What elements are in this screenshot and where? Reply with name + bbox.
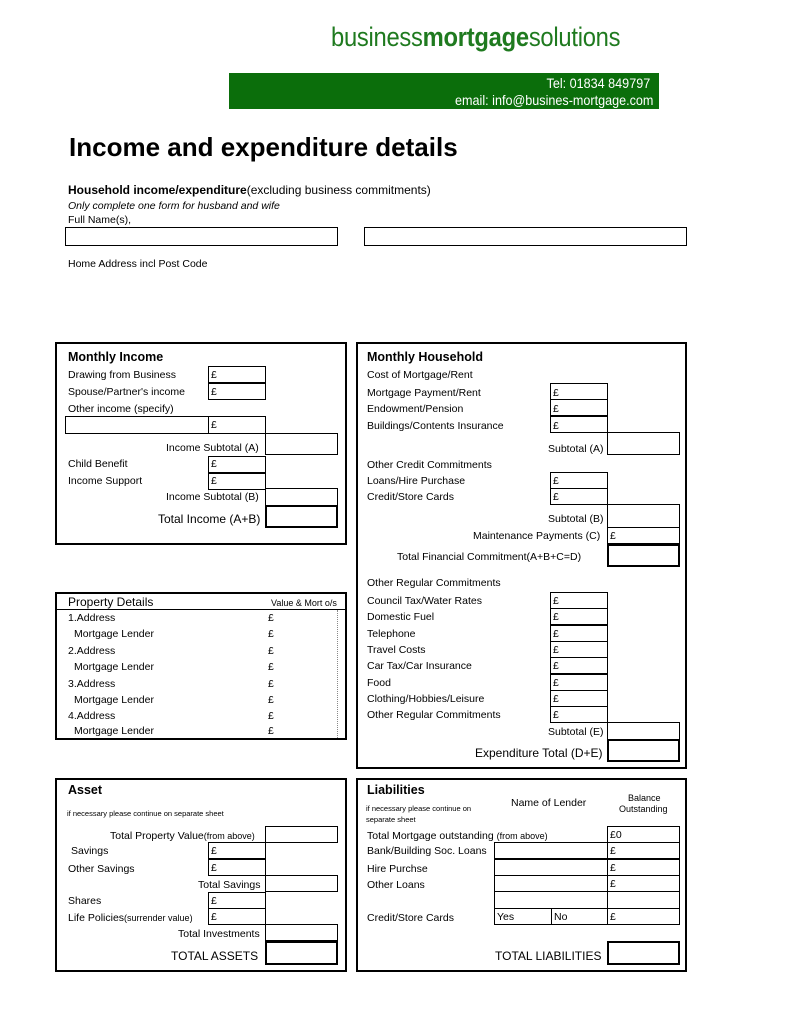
pound-sign: £: [553, 403, 559, 415]
total-financial-label: Total Financial Commitment(A+B+C=D): [397, 551, 582, 563]
page-title: Income and expenditure details: [69, 132, 458, 162]
total-mortgage-label: Total Mortgage outstanding (from above): [367, 830, 548, 842]
full-name-field-2[interactable]: [364, 227, 687, 246]
hire-purchase-label: Hire Purchse: [367, 863, 428, 875]
household-subtotal-b-label: Subtotal (B): [548, 513, 604, 525]
total-investments-input[interactable]: [265, 924, 338, 941]
monthly-household-title: Monthly Household: [367, 350, 483, 364]
household-subtotal-b-input[interactable]: [607, 504, 680, 528]
spouse-label: Spouse/Partner's income: [68, 386, 185, 398]
total-property-input[interactable]: [265, 826, 338, 843]
pound-sign: £: [211, 862, 217, 874]
pound-sign: £: [610, 878, 616, 890]
property-row: Mortgage Lender: [74, 661, 154, 673]
pound-sign: £: [553, 677, 559, 689]
blank-lender-input[interactable]: [494, 891, 608, 909]
zero-value: £0: [610, 829, 622, 841]
pound-sign: £: [610, 862, 616, 874]
property-row: 2.Address: [68, 645, 116, 657]
total-financial-input[interactable]: [607, 544, 680, 567]
pound-sign: £: [211, 419, 217, 431]
asset-note: if necessary please continue on separate sheet: [67, 809, 224, 818]
buildings-insurance-label: Buildings/Contents Insurance: [367, 420, 504, 432]
other-savings-label: Other Savings: [68, 863, 135, 875]
name-of-lender-header: Name of Lender: [511, 797, 587, 809]
total-savings-input[interactable]: [265, 875, 338, 892]
total-investments-label: Total Investments: [178, 928, 260, 940]
pound-sign: £: [268, 694, 274, 706]
pound-sign: £: [211, 911, 217, 923]
pound-sign: £: [211, 386, 217, 398]
pound-sign: £: [211, 895, 217, 907]
total-property-label: Total Property Value(from above): [110, 830, 255, 842]
pound-sign: £: [211, 458, 217, 470]
regular-item-label: Clothing/Hobbies/Leisure: [367, 693, 485, 705]
other-credit-heading: Other Credit Commitments: [367, 459, 492, 471]
no-label: No: [554, 911, 568, 923]
bank-loans-balance-input[interactable]: [607, 842, 680, 859]
pound-sign: £: [268, 661, 274, 673]
household-subtotal-a-input[interactable]: [607, 432, 680, 455]
household-subtotal-a-label: Subtotal (A): [548, 443, 604, 455]
other-loans-balance-input[interactable]: [607, 875, 680, 892]
pound-sign: £: [268, 612, 274, 624]
divider: [337, 610, 338, 738]
total-liabilities-input[interactable]: [607, 941, 680, 965]
regular-item-label: Car Tax/Car Insurance: [367, 660, 472, 672]
regular-item-label: Telephone: [367, 628, 416, 640]
income-subtotal-b-label: Income Subtotal (B): [166, 491, 259, 503]
pound-sign: £: [553, 628, 559, 640]
pound-sign: £: [610, 530, 616, 542]
cost-of-mortgage-heading: Cost of Mortgage/Rent: [367, 369, 473, 381]
other-loans-label: Other Loans: [367, 879, 425, 891]
other-income-label: Other income (specify): [68, 403, 174, 415]
expenditure-total-input[interactable]: [607, 739, 680, 762]
pound-sign: £: [553, 475, 559, 487]
liab-credit-cards-input[interactable]: [607, 908, 680, 925]
home-address-label: Home Address incl Post Code: [68, 258, 208, 270]
property-row: Mortgage Lender: [74, 725, 154, 737]
total-savings-label: Total Savings: [198, 879, 261, 891]
total-income-input[interactable]: [265, 505, 338, 528]
pound-sign: £: [268, 628, 274, 640]
bank-loans-label: Bank/Building Soc. Loans: [367, 845, 487, 857]
regular-item-label: Council Tax/Water Rates: [367, 595, 482, 607]
income-subtotal-a-label: Income Subtotal (A): [166, 442, 259, 454]
pound-sign: £: [553, 420, 559, 432]
regular-item-label: Other Regular Commitments: [367, 709, 501, 721]
mortgage-payment-label: Mortgage Payment/Rent: [367, 387, 481, 399]
pound-sign: £: [211, 369, 217, 381]
total-income-label: Total Income (A+B): [158, 512, 261, 526]
company-logo: businessmortgagesolutions: [331, 22, 621, 52]
monthly-income-title: Monthly Income: [68, 350, 164, 364]
total-assets-label: TOTAL ASSETS: [171, 949, 259, 963]
property-row: 3.Address: [68, 678, 116, 690]
maintenance-label: Maintenance Payments (C): [473, 530, 601, 542]
liabilities-note-2: separate sheet: [366, 815, 416, 824]
pound-sign: £: [268, 710, 274, 722]
child-benefit-label: Child Benefit: [68, 458, 128, 470]
credit-cards-label: Credit/Store Cards: [367, 491, 454, 503]
pound-sign: £: [553, 693, 559, 705]
pound-sign: £: [553, 387, 559, 399]
full-name-label: Full Name(s),: [68, 214, 132, 226]
income-subtotal-b-input[interactable]: [265, 488, 338, 506]
yes-label: Yes: [497, 911, 515, 923]
other-income-specify-input[interactable]: [65, 416, 209, 434]
property-details-title: Property Details: [68, 595, 154, 609]
asset-title: Asset: [68, 783, 103, 797]
expenditure-total-label: Expenditure Total (D+E): [475, 746, 603, 760]
property-row: Mortgage Lender: [74, 694, 154, 706]
instruction-note: Only complete one form for husband and wife: [68, 200, 280, 212]
hire-purchase-balance-input[interactable]: [607, 859, 680, 876]
property-row: 1.Address: [68, 612, 116, 624]
divider: [56, 609, 346, 610]
email-address: email: info@busines-mortgage.com: [454, 92, 653, 108]
blank-balance-input[interactable]: [607, 891, 680, 909]
income-support-label: Income Support: [68, 475, 143, 487]
pound-sign: £: [268, 678, 274, 690]
pound-sign: £: [211, 845, 217, 857]
subtotal-e-input[interactable]: [607, 722, 680, 740]
pound-sign: £: [553, 644, 559, 656]
pound-sign: £: [268, 725, 274, 737]
endowment-label: Endowment/Pension: [367, 403, 464, 415]
maintenance-input[interactable]: [607, 527, 680, 544]
income-subtotal-a-input[interactable]: [265, 433, 338, 455]
other-loans-lender-input[interactable]: [494, 875, 608, 892]
full-name-field-1[interactable]: [65, 227, 338, 246]
pound-sign: £: [553, 709, 559, 721]
liabilities-title: Liabilities: [367, 783, 425, 797]
regular-item-label: Travel Costs: [367, 644, 426, 656]
subtotal-e-label: Subtotal (E): [548, 726, 604, 738]
pound-sign: £: [553, 491, 559, 503]
pound-sign: £: [268, 645, 274, 657]
property-row: 4.Address: [68, 710, 116, 722]
total-liabilities-label: TOTAL LIABILITIES: [495, 949, 602, 963]
shares-label: Shares: [68, 895, 102, 907]
household-heading: Household income/expenditure(excluding business commitments): [68, 183, 431, 197]
property-row: Mortgage Lender: [74, 628, 154, 640]
liabilities-note-1: if necessary please continue on: [366, 804, 472, 813]
loans-label: Loans/Hire Purchase: [367, 475, 466, 487]
pound-sign: £: [211, 475, 217, 487]
telephone-number: Tel: 01834 849797: [546, 75, 650, 91]
regular-item-label: Domestic Fuel: [367, 611, 435, 623]
pound-sign: £: [553, 660, 559, 672]
bank-loans-lender-input[interactable]: [494, 842, 608, 859]
drawing-label: Drawing from Business: [68, 369, 176, 381]
total-assets-input[interactable]: [265, 941, 338, 965]
other-regular-heading: Other Regular Commitments: [367, 577, 501, 589]
life-policies-label: Life Policies(surrender value): [68, 912, 193, 924]
pound-sign: £: [553, 611, 559, 623]
liab-credit-cards-label: Credit/Store Cards: [367, 912, 454, 924]
balance-header-1: Balance: [628, 793, 661, 803]
value-mort-header: Value & Mort o/s: [271, 598, 337, 608]
regular-item-label: Food: [367, 677, 391, 689]
pound-sign: £: [553, 595, 559, 607]
hire-purchase-lender-input[interactable]: [494, 859, 608, 876]
contact-banner: [229, 73, 659, 109]
pound-sign: £: [610, 845, 616, 857]
pound-sign: £: [610, 911, 616, 923]
savings-label: Savings: [71, 845, 109, 857]
balance-header-2: Outstanding: [619, 804, 668, 814]
